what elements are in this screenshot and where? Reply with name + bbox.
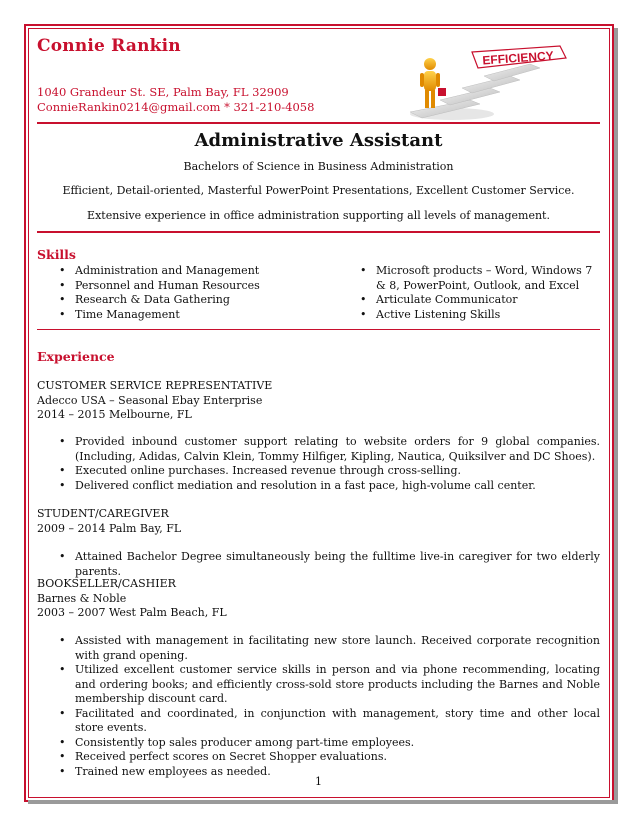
skill-item: • Personnel and Human Resources (37, 279, 327, 294)
traits-line: Efficient, Detail-oriented, Masterful PowerPoint Presentations, Excellent Customer Service. (62, 184, 575, 197)
job-dates: 2009 – 2014 Palm Bay, FL (37, 521, 182, 535)
job-company: Barnes & Noble (37, 591, 127, 605)
job-bullet: • Facilitated and coordinated, in conjunction with management, story time and other local store events. (37, 707, 600, 736)
skills-heading: Skills (37, 247, 76, 262)
skill-item: • Time Management (37, 308, 327, 323)
job-bullet: • Consistently top sales producer among part-time employees. (37, 736, 600, 751)
page-number: 1 (315, 775, 322, 788)
job-bullet: • Provided inbound customer support relating to website orders for 9 global companies. (Including, Adidas, Calvin Klein, Tommy Hilfiger, Kipling, Nautica, Quiksilver and DC Shoes). (37, 435, 600, 464)
candidate-name: Connie Rankin (37, 36, 181, 56)
job-bullet: • Assisted with management in facilitating new store launch. Received corporate recognition with grand opening. (37, 634, 600, 663)
skill-item: • Administration and Management (37, 264, 327, 279)
header-divider (37, 122, 600, 124)
job-bullet: • Utilized excellent customer service skills in person and via phone recommending, locating and ordering books; and efficiently cross-sold store products including the Barnes and Noble membership discount card. (37, 663, 600, 707)
experience-heading: Experience (37, 349, 115, 364)
job-bullets (37, 435, 600, 493)
page-shadow-bottom (28, 800, 618, 804)
skill-item: • Research & Data Gathering (37, 293, 327, 308)
experience-summary-line: Extensive experience in office administration supporting all levels of management. (87, 209, 550, 222)
address-line: 1040 Grandeur St. SE, Palm Bay, FL 32909 (37, 85, 289, 99)
skill-item: • Active Listening Skills (338, 308, 600, 323)
job-bullets (37, 634, 600, 779)
job-title: STUDENT/CAREGIVER (37, 507, 169, 520)
job-title: BOOKSELLER/CASHIER (37, 577, 176, 590)
skill-item: • Microsoft products – Word, Windows 7 & 8, PowerPoint, Outlook, and Excel (338, 264, 600, 293)
job-bullet: • Received perfect scores on Secret Shopper evaluations. (37, 750, 600, 765)
degree-line: Bachelors of Science in Business Administration (183, 160, 454, 173)
job-bullets (37, 550, 600, 579)
job-dates: 2014 – 2015 Melbourne, FL (37, 408, 192, 421)
page-shadow-right (614, 28, 618, 804)
skills-divider (37, 329, 600, 330)
job-dates: 2003 – 2007 West Palm Beach, FL (37, 606, 227, 619)
skills-list-left (37, 264, 327, 322)
job-bullet: • Trained new employees as needed. (37, 765, 600, 780)
efficiency-illustration (400, 30, 570, 122)
logo-text: EFFICIENCY (481, 48, 555, 68)
contact-line: ConnieRankin0214@gmail.com * 321-210-4058 (37, 100, 315, 114)
job-title: CUSTOMER SERVICE REPRESENTATIVE (37, 379, 273, 392)
job-header (37, 507, 181, 536)
job-company: Adecco USA – Seasonal Ebay Enterprise (37, 393, 263, 407)
job-target-title: Administrative Assistant (194, 130, 443, 151)
summary-divider (37, 231, 600, 233)
skill-item: • Articulate Communicator (338, 293, 600, 308)
job-bullet: • Delivered conflict mediation and resolution in a fast pace, high-volume call center. (37, 479, 600, 494)
job-header (37, 379, 272, 423)
job-header (37, 577, 227, 621)
job-bullet: • Executed online purchases. Increased revenue through cross-selling. (37, 464, 600, 479)
skills-list-right (338, 264, 600, 322)
job-bullet: • Attained Bachelor Degree simultaneously being the fulltime live-in caregiver for two elderly parents. (37, 550, 600, 579)
